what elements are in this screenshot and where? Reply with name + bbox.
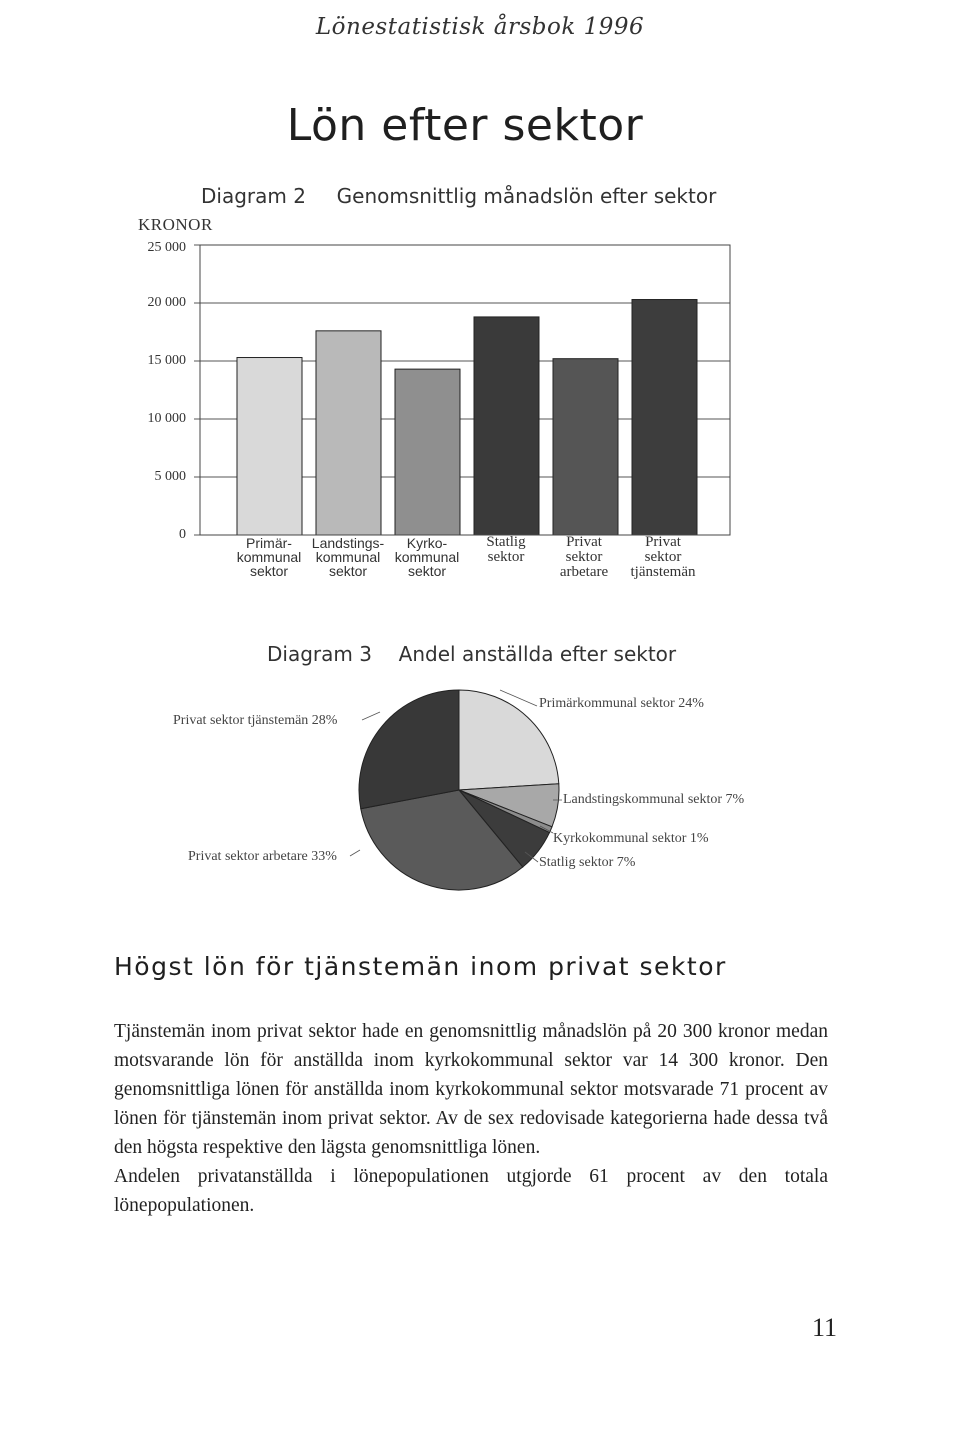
- pie-label-privat-arbetare: Privat sektor arbetare 33%: [188, 849, 337, 864]
- running-head: Lönestatistisk årsbok 1996: [315, 14, 645, 40]
- page-title: Lön efter sektor: [286, 100, 644, 151]
- diagram2-number: Diagram 2: [201, 184, 306, 208]
- body-text: [114, 1017, 828, 1220]
- section-heading: Högst lön för tjänstemän inom privat sektor: [114, 952, 727, 981]
- leader-line: [350, 850, 360, 856]
- pie-label-privat-tjansteman: Privat sektor tjänstemän 28%: [173, 713, 338, 728]
- diagram2-title: Genomsnittlig månadslön efter sektor: [336, 184, 717, 208]
- x-category-label: Privat sektor tjänstemän: [630, 534, 696, 580]
- y-tick-label: 10 000: [147, 411, 186, 426]
- x-category-label: Primär- kommunal sektor: [236, 535, 302, 579]
- y-tick-label: 0: [179, 527, 186, 542]
- x-category-label: Landstings- kommunal sektor: [311, 535, 385, 579]
- leader-line: [362, 712, 380, 720]
- pie-label-landstingskommunal: Landstingskommunal sektor 7%: [563, 792, 745, 807]
- pie-label-kyrkokommunal: Kyrkokommunal sektor 1%: [553, 831, 709, 846]
- y-tick-label: 25 000: [147, 240, 186, 255]
- pie-slice: [359, 690, 459, 809]
- y-axis-unit-label: KRONOR: [138, 215, 213, 234]
- y-tick-label: 20 000: [147, 295, 186, 310]
- pie-label-primarkommunal: Primärkommunal sektor 24%: [539, 696, 704, 711]
- y-tick-label: 15 000: [147, 353, 186, 368]
- diagram3-number: Diagram 3: [267, 642, 372, 666]
- y-tick-label: 5 000: [154, 469, 186, 484]
- x-category-label: Kyrko- kommunal sektor: [394, 535, 460, 579]
- body-paragraph: Andelen privatanställda i lönepopulationen utgjorde 61 procent av den totala lönepopulationen.: [114, 1166, 828, 1216]
- diagram3-title: Andel anställda efter sektor: [398, 642, 677, 666]
- x-category-label: Privat sektor arbetare: [559, 534, 609, 580]
- x-category-label: Statlig sektor: [486, 534, 526, 565]
- page-number: 11: [812, 1313, 838, 1342]
- body-paragraph: Tjänstemän inom privat sektor hade en genomsnittlig månadslön på 20 300 kronor medan motsvarande lön för anställda inom kyrkokommunal sektor var 14 300 kronor. Den genomsnittliga lönen för anställda inom kyrkokommunal sektor motsvarade 71 procent av lönen för tjänstemän inom privat sektor. Av de sex redovisade kategorierna hade dessa två den högsta respektive den lägsta genomsnittliga lönen.: [114, 1021, 828, 1158]
- pie-label-statlig: Statlig sektor 7%: [539, 855, 636, 870]
